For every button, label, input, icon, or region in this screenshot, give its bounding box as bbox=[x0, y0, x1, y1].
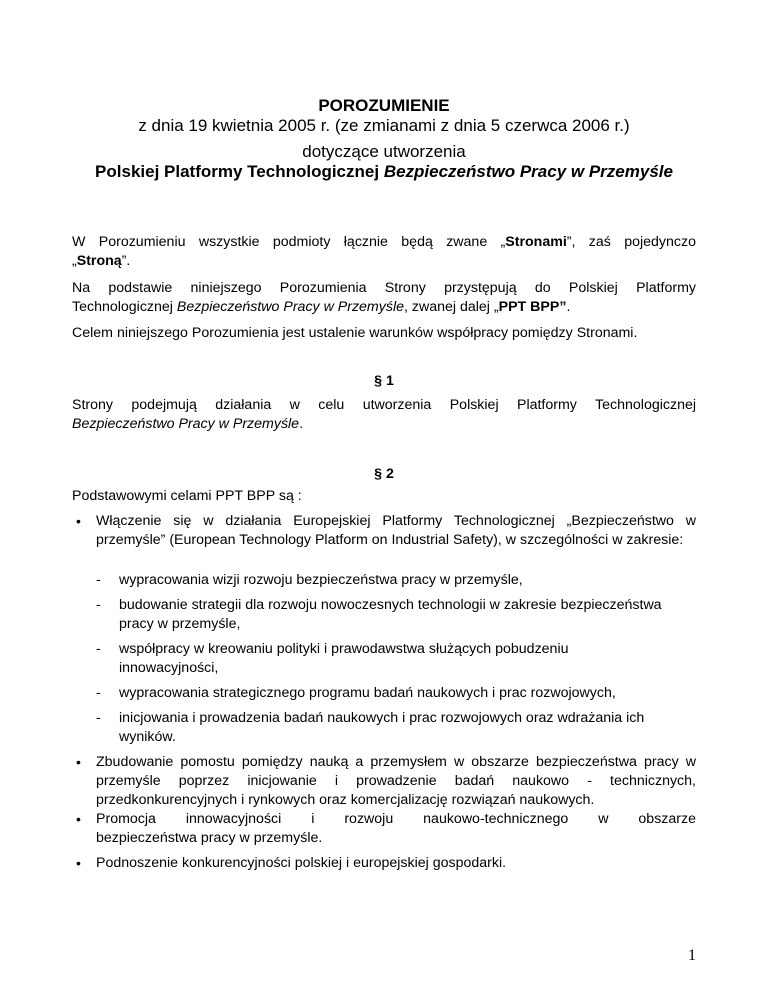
document-subject-line: dotyczące utworzenia bbox=[302, 142, 466, 161]
section-1-paragraph bbox=[72, 396, 696, 434]
section-1-heading: § 1 bbox=[374, 373, 394, 389]
bullet-2-text: Zbudowanie pomostu pomiędzy nauką a przemysłem w obszarze bezpieczeństwa pracy w przemyśle poprzez inicjowanie i prowadzenie badań naukowo - technicznych, przedkonkurencyjnych i rynkowych oraz komercjalizację rozwiązań naukowych. bbox=[96, 754, 696, 808]
intro-p1-text-a: W Porozumieniu wszystkie podmioty łącznie będą zwane „ bbox=[72, 234, 506, 250]
intro-p2-line2 bbox=[72, 298, 696, 317]
intro-p1-bold-stronami: Stronami bbox=[505, 234, 567, 250]
section-1-line2 bbox=[72, 415, 696, 434]
intro-p1-text-b: ”, zaś pojedynczo bbox=[566, 234, 696, 250]
section-1-line2-end: . bbox=[299, 416, 304, 432]
document-title: POROZUMIENIE bbox=[318, 96, 450, 115]
intro-p2-line1: Na podstawie niniejszego Porozumienia Strony przystępują do Polskiej Platformy bbox=[72, 280, 696, 296]
intro-paragraph-2 bbox=[72, 279, 696, 317]
section-2-heading: § 2 bbox=[374, 466, 394, 482]
sub-item-2-text: budowanie strategii dla rozwoju nowoczesnych technologii w zakresie bezpieczeństwa pracy w przemyśle, bbox=[119, 597, 662, 632]
intro-p1-bold-strona: Stroną bbox=[76, 253, 122, 269]
platform-name-italic: Bezpieczeństwo Pracy w Przemyśle bbox=[383, 162, 673, 181]
intro-p1-text-d: ”. bbox=[121, 253, 131, 269]
bullet-1-symbol: • bbox=[76, 513, 81, 529]
document-date-line: z dnia 19 kwietnia 2005 r. (ze zmianami z dnia 5 czerwca 2006 r.) bbox=[138, 116, 630, 135]
intro-p1-text-c: „ bbox=[72, 253, 77, 269]
bullet-3-line2: bezpieczeństwa pracy w przemyśle. bbox=[96, 830, 323, 846]
sub-item-5-dash: - bbox=[96, 710, 101, 726]
section-2-lead: Podstawowymi celami PPT BPP są : bbox=[72, 488, 302, 504]
intro-p2-text-b: , zwanej dalej „ bbox=[403, 299, 499, 315]
intro-p2-text-c: . bbox=[566, 299, 571, 315]
intro-paragraph-3: Celem niniejszego Porozumienia jest ustalenie warunków współpracy pomiędzy Stronami. bbox=[72, 325, 638, 341]
bullet-3-symbol: • bbox=[76, 811, 81, 827]
sub-item-3-dash: - bbox=[96, 641, 101, 657]
platform-name-heading bbox=[0, 162, 768, 182]
intro-p1-line2 bbox=[72, 252, 696, 271]
bullet-2-symbol: • bbox=[76, 754, 81, 770]
sub-item-4-dash: - bbox=[96, 685, 101, 701]
sub-item-4-text: wypracowania strategicznego programu badań naukowych i prac rozwojowych, bbox=[119, 685, 616, 701]
bullet-4-symbol: • bbox=[76, 855, 81, 871]
sub-item-1-text: wypracowania wizji rozwoju bezpieczeństwa pracy w przemyśle, bbox=[119, 572, 523, 588]
page-number: 1 bbox=[688, 947, 696, 964]
section-1-line1: Strony podejmują działania w celu utworzenia Polskiej Platformy Technologicznej bbox=[72, 397, 696, 413]
intro-p2-italic: Bezpieczeństwo Pracy w Przemyśle bbox=[176, 299, 404, 315]
intro-paragraph-1 bbox=[72, 233, 696, 271]
bullet-3-text bbox=[96, 810, 696, 848]
sub-item-5-text: inicjowania i prowadzenia badań naukowych i prac rozwojowych oraz wdrażania ich wyników. bbox=[119, 710, 645, 745]
intro-p2-text-a: Technologicznej bbox=[72, 299, 177, 315]
bullet-3-line1: Promocja innowacyjności i rozwoju naukowo-technicznego w obszarze bbox=[96, 811, 696, 827]
sub-item-2-dash: - bbox=[96, 597, 101, 613]
bullet-4-text: Podnoszenie konkurencyjności polskiej i europejskiej gospodarki. bbox=[96, 855, 507, 871]
section-1-italic: Bezpieczeństwo Pracy w Przemyśle bbox=[72, 416, 300, 432]
intro-p1-line1 bbox=[72, 233, 696, 252]
sub-item-3-text: współpracy w kreowaniu polityki i prawodawstwa służących pobudzeniu innowacyjności, bbox=[119, 641, 569, 676]
bullet-1-text: Włączenie się w działania Europejskiej Platformy Technologicznej „Bezpieczeństwo w przemyśle” (European Technology Platform on Industrial Safety), w szczególności w zakresie: bbox=[96, 513, 696, 548]
sub-item-1-dash: - bbox=[96, 572, 101, 588]
platform-name-regular: Polskiej Platformy Technologicznej bbox=[95, 162, 384, 181]
intro-p2-bold-ppt-bpp: PPT BPP” bbox=[498, 299, 567, 315]
